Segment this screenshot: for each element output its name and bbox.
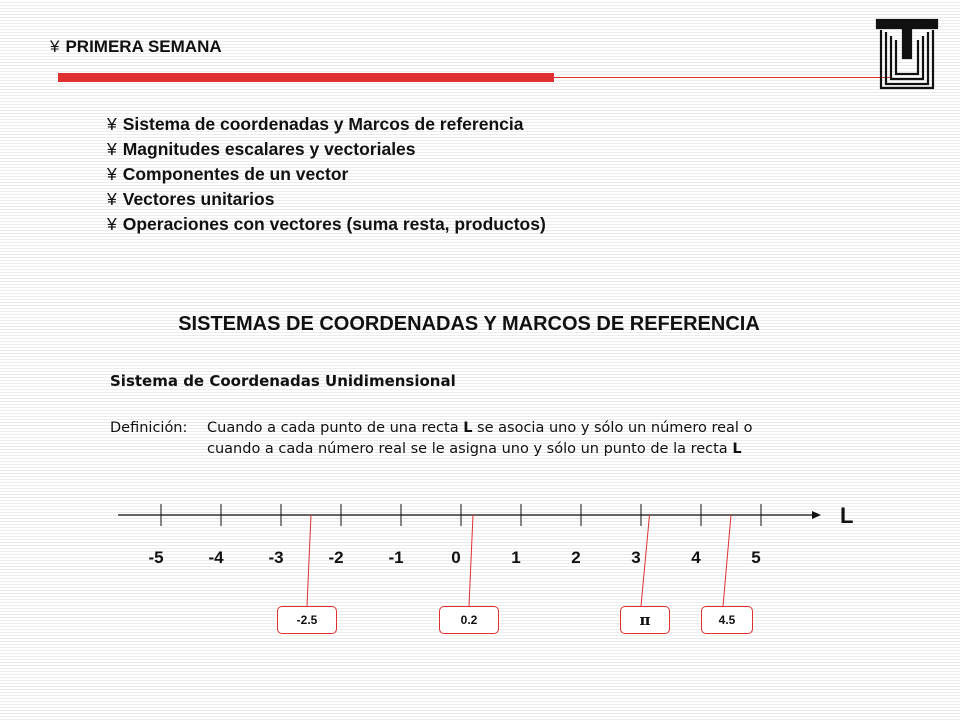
definition-paragraph bbox=[110, 418, 870, 460]
list-item: ¥ Magnitudes escalares y vectoriales bbox=[107, 139, 416, 159]
point-callout: 0.2 bbox=[439, 606, 499, 634]
section-title: SISTEMAS DE COORDENADAS Y MARCOS DE REFERENCIA bbox=[178, 313, 760, 335]
definition-line-2: cuando a cada número real se le asigna uno y sólo un punto de la recta L bbox=[207, 441, 742, 457]
tick-label: -1 bbox=[388, 548, 404, 567]
list-item: ¥ Sistema de coordenadas y Marcos de referencia bbox=[107, 114, 524, 134]
bullet-icon: ¥ bbox=[107, 139, 117, 159]
tick-label: -2 bbox=[328, 548, 344, 567]
list-item: ¥ Vectores unitarios bbox=[107, 189, 275, 209]
point-callout: π bbox=[620, 606, 670, 634]
institution-logo-icon bbox=[872, 16, 942, 90]
bullet-icon: ¥ bbox=[107, 114, 117, 134]
tick-label: 5 bbox=[751, 548, 761, 567]
tick-label: 2 bbox=[571, 548, 581, 567]
subsection-title: Sistema de Coordenadas Unidimensional bbox=[110, 372, 456, 390]
axis-arrow-icon bbox=[812, 511, 821, 519]
header-title bbox=[50, 37, 222, 57]
bullet-icon: ¥ bbox=[107, 164, 117, 184]
header-title-text: PRIMERA SEMANA bbox=[65, 37, 222, 56]
bullet-icon: ¥ bbox=[107, 189, 117, 209]
tick-label: -4 bbox=[208, 548, 224, 567]
tick-label: 3 bbox=[631, 548, 641, 567]
header-accent-bar bbox=[58, 73, 554, 82]
bullet-icon: ¥ bbox=[107, 214, 117, 234]
tick-label: -5 bbox=[148, 548, 164, 567]
point-pointer-line bbox=[307, 515, 311, 606]
tick-label: 0 bbox=[451, 548, 461, 567]
point-pointer-line bbox=[723, 515, 731, 606]
number-line-axis bbox=[118, 504, 821, 526]
point-callout: 4.5 bbox=[701, 606, 753, 634]
header-accent-line bbox=[554, 77, 890, 78]
tick-label: -3 bbox=[268, 548, 284, 567]
tick-label: 1 bbox=[511, 548, 521, 567]
list-item: ¥ Componentes de un vector bbox=[107, 164, 349, 184]
definition-line-1: Cuando a cada punto de una recta L se asocia uno y sólo un número real o bbox=[207, 420, 753, 436]
bullet-icon: ¥ bbox=[50, 37, 60, 56]
topic-list bbox=[107, 112, 546, 237]
definition-label: Definición: bbox=[110, 420, 188, 436]
tick-label: 4 bbox=[691, 548, 701, 567]
axis-label: L bbox=[840, 503, 854, 528]
list-item: ¥ Operaciones con vectores (suma resta, productos) bbox=[107, 214, 546, 234]
point-callout: -2.5 bbox=[277, 606, 337, 634]
